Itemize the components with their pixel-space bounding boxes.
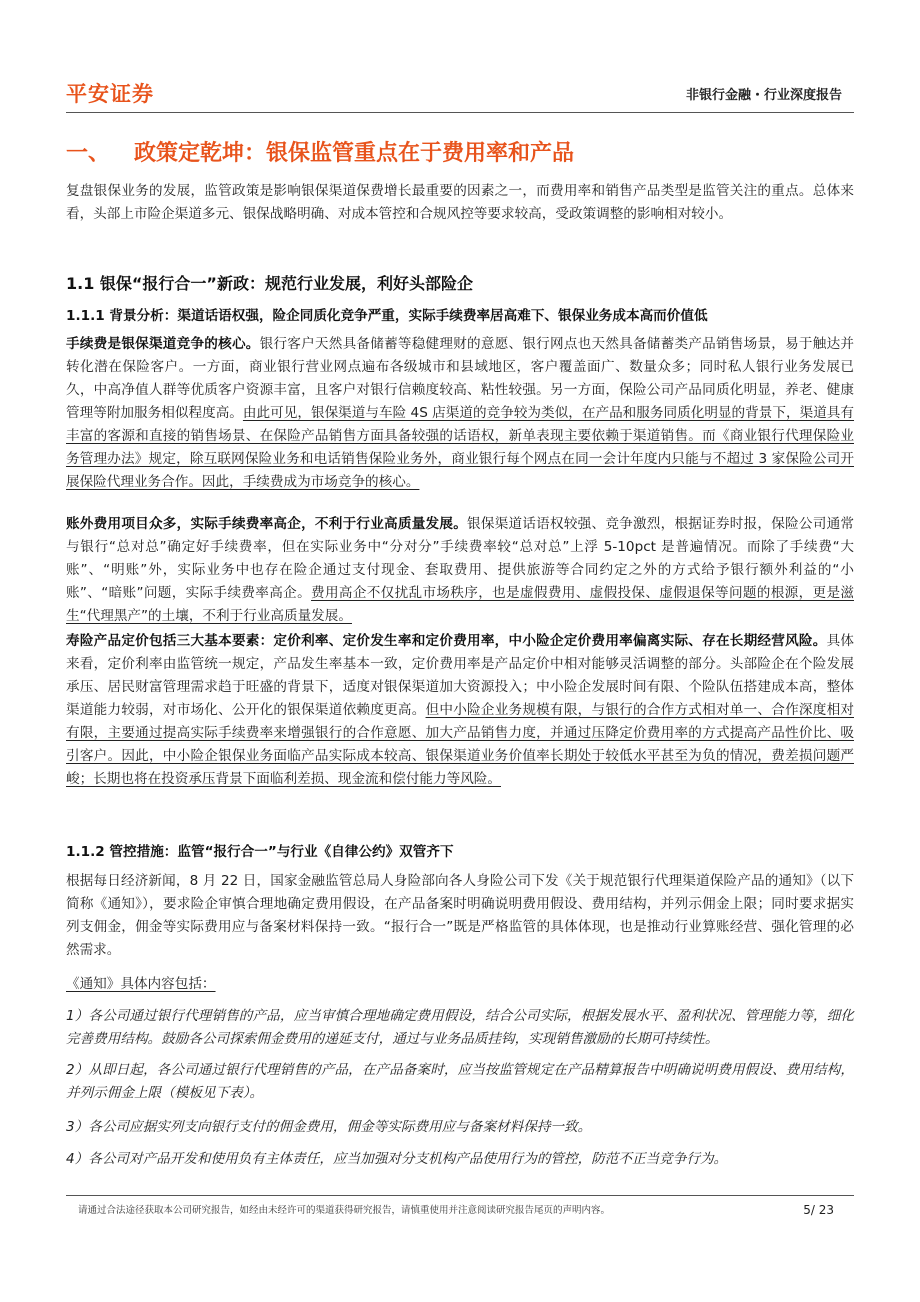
notice-intro-block xyxy=(66,973,854,996)
brand-logo: 平安证券 xyxy=(66,82,154,106)
offbook-text: 银保渠道话语权较强、竞争激烈，根据证券时报，保险公司通常与银行“总对总”确定好手续费率，但在实际业务中“分对分”手续费率较“总对总”上浮 5-10pct 是普遍情况。而除了手续费“大账”、“明账”外，实际业务中也存在险企通过支付现金、套取费用、提供旅游等合同约定之外的方式给予银行额外利益的“小账”、“暗账”问题，实际手续费率高企。 xyxy=(66,516,854,601)
intro-paragraph: 复盘银保业务的发展，监管政策是影响银保渠道保费增长最重要的因素之一，而费用率和销售产品类型是监管关注的重点。总体来看，头部上市险企渠道多元、银保战略明确、对成本管控和合规风控等要求较高，受政策调整的影响相对较小。 xyxy=(66,183,854,222)
section-heading xyxy=(66,136,574,167)
notice-item-3 xyxy=(66,1116,854,1139)
regulation-text: 根据每日经济新闻，8 月 22 日，国家金融监管总局人身险部向各人身险公司下发《关于规范银行代理渠道保险产品的通知》（以下简称《通知》），要求险企审慎合理地确定费用假设，在产品备案时明确说明费用假设、费用结构，并列示佣金上限；同时要求据实列支佣金，佣金等实际费用应与备案材料保持一致。“报行合一”既是严格监管的具体体现，也是推动行业算账经营、强化管理的必然需求。 xyxy=(66,873,854,958)
fee-lead: 手续费是银保渠道竞争的核心。 xyxy=(66,336,260,352)
notice-item-2-text: 2）从即日起，各公司通过银行代理销售的产品，在产品备案时，应当按监管规定在产品精算报告中明确说明费用假设、费用结构，并列示佣金上限（模板见下表）。 xyxy=(66,1062,854,1101)
fee-underline: 由此可见，银保渠道与车险 4S 店渠道的竞争较为类似，在产品和服务同质化明显的背景下，渠道具有丰富的客源和直接的销售场景、在保险产品销售方面具备较强的话语权，新单表现主要依赖于渠道销售。而《商业银行代理保险业务管理办法》规定，除互联网保险业务和电话销售保险业务外，商业银行每个网点在同一会计年度内只能与不超过 3 家保险公司开展保险代理业务合作。因此，手续费成为市场竞争的核心。 xyxy=(66,405,855,490)
notice-item-1-text: 1）各公司通过银行代理销售的产品，应当审慎合理地确定费用假设，结合公司实际，根据发展水平、盈利状况、管理能力等，细化完善费用结构。鼓励各公司探索佣金费用的递延支付，通过与业务品质挂钩，实现销售激励的长期可持续性。 xyxy=(66,1008,854,1047)
subsection-title-1-1-1: 1.1.1 背景分析：渠道话语权强，险企同质化竞争严重，实际手续费率居高难下、银保业务成本高而价值低 xyxy=(66,308,708,324)
subsection-title-1-1-2: 1.1.2 管控措施：监管“报行合一”与行业《自律公约》双管齐下 xyxy=(66,844,454,860)
notice-item-2 xyxy=(66,1059,854,1105)
pricing-text: 具体来看，定价利率由监管统一规定，产品发生率基本一致，定价费用率是产品定价中相对能够灵活调整的部分。头部险企在个险发展承压、居民财富管理需求趋于旺盛的背景下，适度对银保渠道加大资源投入；中小险企发展时间有限、个险队伍搭建成本高，整体渠道能力较弱，对市场化、公开化的银保渠道依赖度更高。 xyxy=(66,633,855,718)
pricing-underline: 但中小险企业务规模有限，与银行的合作方式相对单一、合作深度相对有限，主要通过提高实际手续费率来增强银行的合作意愿、加大产品销售力度，并通过压降定价费用率的方式提高产品性价比、吸引客户。因此，中小险企银保业务面临产品实际成本较高、银保渠道业务价值率长期处于较低水平甚至为负的情况，费差损问题严峻；长期也将在投资承压背景下面临利差损、现金流和偿付能力等风险。 xyxy=(66,702,854,787)
pricing-lead: 寿险产品定价包括三大基本要素：定价利率、定价发生率和定价费用率，中小险企定价费用率偏离实际、存在长期经营风险。 xyxy=(66,633,827,649)
paragraph-pricing xyxy=(66,630,854,791)
notice-item-1 xyxy=(66,1005,854,1051)
report-type: 非银行金融・行业深度报告 xyxy=(685,88,842,103)
offbook-lead: 账外费用项目众多，实际手续费率高企，不利于行业高质量发展。 xyxy=(66,516,468,532)
notice-item-3-text: 3）各公司应据实列支向银行支付的佣金费用，佣金等实际费用应与备案材料保持一致。 xyxy=(66,1119,592,1135)
paragraph-offbook xyxy=(66,513,854,628)
notice-item-4-text: 4）各公司对产品开发和使用负有主体责任，应当加强对分支机构产品使用行为的管控，防范不正当竞争行为。 xyxy=(66,1151,728,1167)
section-number: 一、 xyxy=(66,141,111,166)
intro-block xyxy=(66,180,854,226)
notice-intro: 《通知》具体内容包括： xyxy=(66,976,216,992)
page-number: 5/ 23 xyxy=(803,1203,834,1217)
section-title: 政策定乾坤：银保监管重点在于费用率和产品 xyxy=(134,141,575,166)
subsection-title-1-1: 1.1 银保“报行合一”新政：规范行业发展，利好头部险企 xyxy=(66,274,473,293)
footer-divider xyxy=(66,1195,854,1196)
footer-disclaimer: 请通过合法途径获取本公司研究报告，如经由未经许可的渠道获得研究报告，请慎重使用并注意阅读研究报告尾页的声明内容。 xyxy=(78,1205,611,1216)
offbook-underline: 费用高企不仅扰乱市场秩序，也是虚假费用、虚假投保、虚假退保等问题的根源，更是滋生“代理黑产”的土壤，不利于行业高质量发展。 xyxy=(66,585,854,624)
notice-item-4 xyxy=(66,1148,854,1171)
paragraph-fee xyxy=(66,333,854,494)
fee-text: 银行客户天然具备储蓄等稳健理财的意愿、银行网点也天然具备储蓄类产品销售场景，易于触达并转化潜在保险客户。一方面，商业银行营业网点遍布各级城市和县域地区，客户覆盖面广、数量众多；同时私人银行业务发展已久，中高净值人群等优质客户资源丰富，且客户对银行信赖度较高、粘性较强。另一方面，保险公司产品同质化明显，养老、健康管理等附加服务相似程度高。 xyxy=(66,336,855,421)
paragraph-regulation xyxy=(66,870,854,962)
header-divider xyxy=(66,112,854,113)
